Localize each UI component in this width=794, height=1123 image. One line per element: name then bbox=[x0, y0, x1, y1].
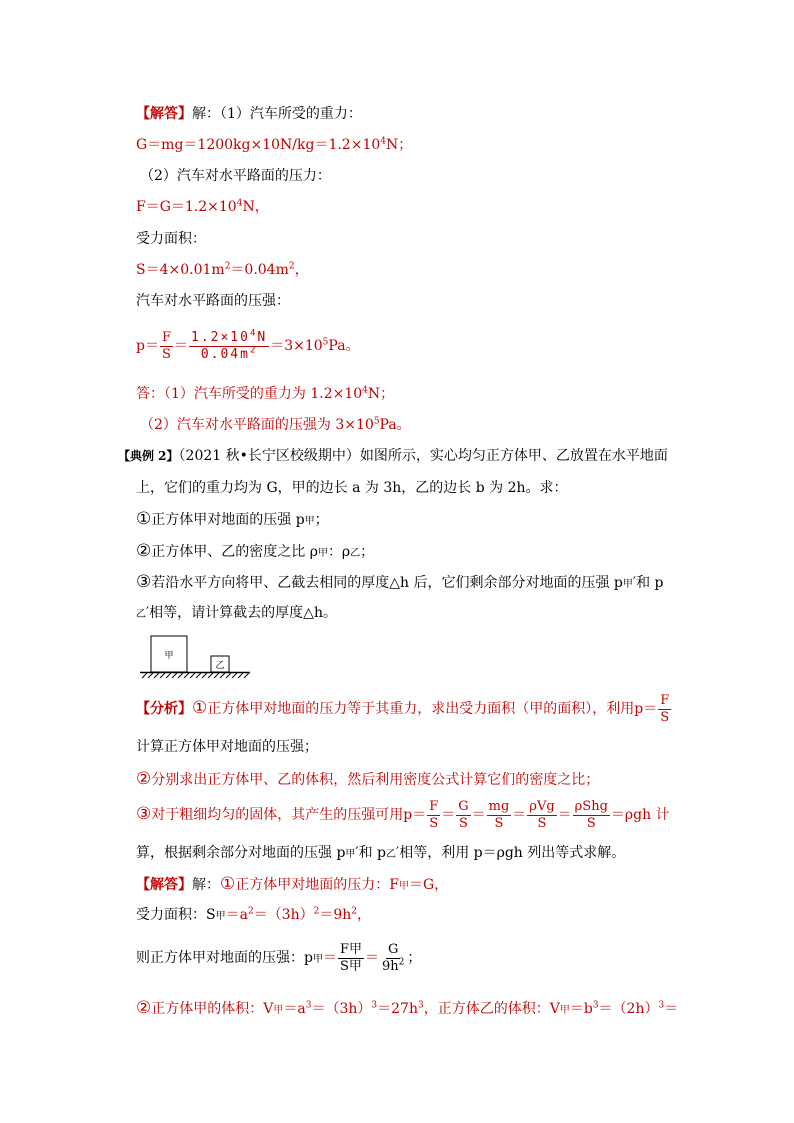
question3: ③若沿水平方向将甲、乙截去相同的厚度△h 后，它们剩余部分对地面的压强 p甲′和 p bbox=[136, 572, 664, 592]
answer2-line4: ②正方体甲的体积：V甲$=a^3=(3h)^3=27h^3$，正方体乙的体积：V甲$=b^3=(2h)^3=$ bbox=[136, 998, 679, 1018]
example-tag: 【典例 2】 bbox=[118, 449, 179, 463]
question1: ①正方体甲对地面的压强 p甲； bbox=[136, 509, 329, 529]
answer1-line1: 【解答】解：（1）汽车所受的重力： bbox=[136, 106, 362, 122]
answer1-line4: $F=G=1.2\times 10^4N$， bbox=[136, 198, 269, 215]
question2: ②正方体甲、乙的密度之比 ρ甲：ρ乙； bbox=[136, 541, 375, 561]
answer2-tag: 【解答】 bbox=[136, 877, 192, 893]
analysis-line2: 计算正方体甲对地面的压强； bbox=[136, 739, 318, 755]
analysis-line4: ③对于粗细均匀的固体，其产生的压强可用p＝ $\frac{F}{S}$ ＝ $\frac{G}{S}$ ＝ $\frac{mg}{S}$ ＝ $\frac{\text{ρVg}}{S}$ ＝ $\frac{\text{ρShg}}{S}$ ＝ρgh 计 bbox=[136, 798, 670, 831]
answer1-line10: （2）汽车对水平路面的压强为 $3\times 10^5Pa$。 bbox=[140, 416, 411, 433]
analysis-tag: 【分析】 bbox=[136, 701, 192, 717]
cube-yi-label: 乙 bbox=[215, 661, 225, 671]
answer2-line1: 【解答】解：①正方体甲对地面的压力：F甲＝G， bbox=[136, 874, 449, 894]
cubes-figure bbox=[140, 634, 252, 682]
ground-hatching bbox=[142, 673, 249, 678]
answer1-line5: 受力面积： bbox=[136, 231, 206, 247]
answer-tag: 【解答】 bbox=[136, 106, 192, 122]
cube-jia-label: 甲 bbox=[164, 651, 174, 661]
answer1-line3: （2）汽车对水平路面的压力： bbox=[140, 168, 331, 184]
answer1-line6: $S=4\times 0.01m^2=0.04m^2$， bbox=[136, 261, 309, 278]
analysis-line3: ②分别求出正方体甲、乙的体积，然后利用密度公式计算它们的密度之比； bbox=[136, 769, 600, 789]
answer2-line2: 受力面积：S甲$=a^2=(3h)^2=9h^2$， bbox=[136, 906, 372, 923]
answer1-equation: p＝ $\frac{F}{S}$ ＝ $\frac{1.2\times 10^4N}{0.04m^2}$ $=3\times 10^5Pa$。 bbox=[136, 328, 360, 362]
answer2-line3: 则正方体甲对地面的压强：p甲＝ $\frac{\text{F甲}}{\text{S甲}}$ ＝ $\frac{G}{9h^2}$ ； bbox=[136, 941, 422, 974]
analysis-line1: 【分析】①正方体甲对地面的压力等于其重力，求出受力面积（甲的面积），利用p＝ $\frac{F}{S}$ bbox=[136, 692, 670, 725]
analysis-line5: 算，根据剩余部分对地面的压强 p甲′和 p乙′相等，利用 p＝ρgh 列出等式求解。 bbox=[136, 845, 626, 861]
question3-cont: 乙′相等，请计算截去的厚度△h。 bbox=[136, 605, 337, 621]
answer1-line7: 汽车对水平路面的压强： bbox=[136, 293, 290, 309]
answer1-line9: 答：（1）汽车所受的重力为 $1.2\times 10^4N$； bbox=[136, 385, 395, 402]
example2-line1: 【典例 2】（2021 秋•长宁区校级期中）如图所示，实心均匀正方体甲、乙放置在水平地面 bbox=[118, 448, 668, 464]
answer1-line2: $G=mg=1200kg\times 10N/kg=1.2\times 10^4N$； bbox=[136, 136, 413, 153]
example2-line2: 上，它们的重力均为 G，甲的边长 a 为 3h，乙的边长 b 为 2h。求： bbox=[136, 480, 568, 496]
